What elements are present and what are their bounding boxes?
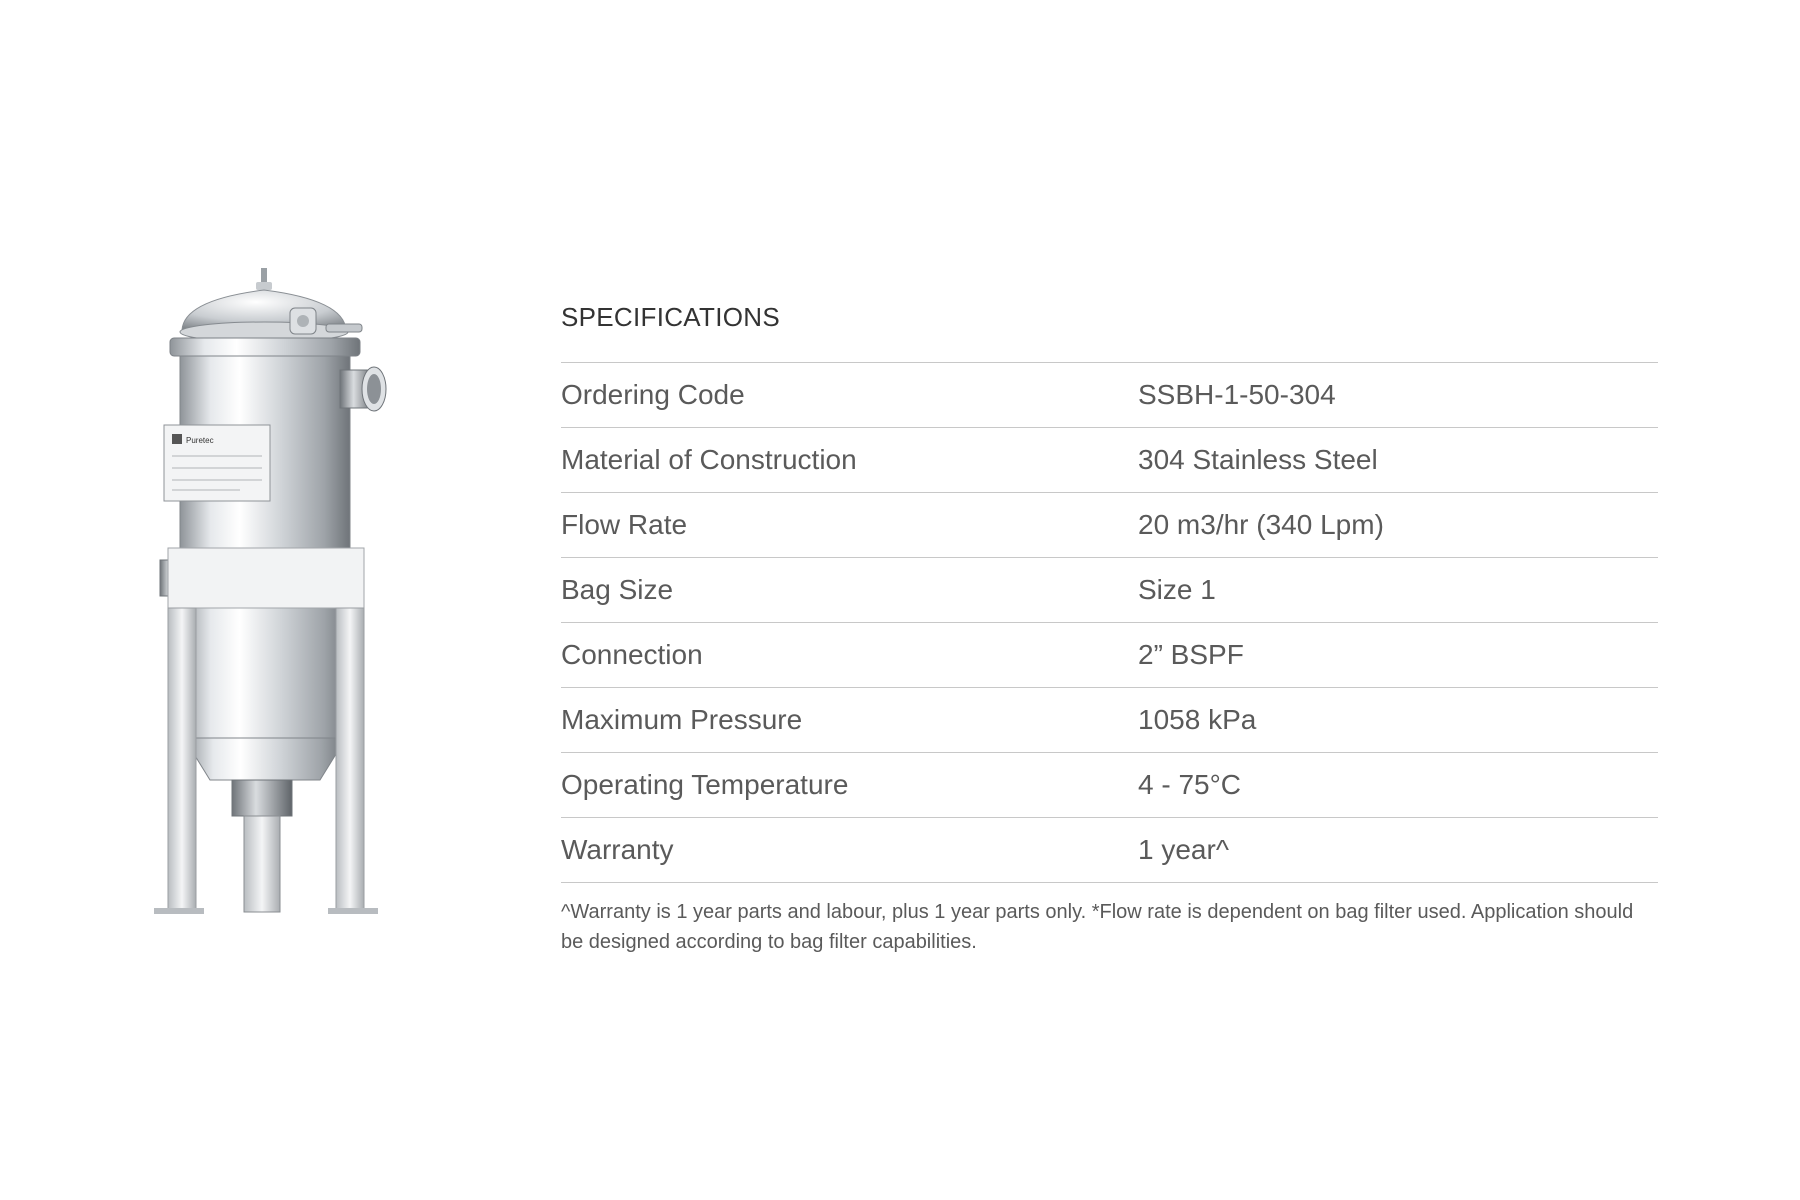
spec-label: Bag Size [561,574,674,605]
spec-row-maximum-pressure [561,688,1658,753]
spec-row-warranty [561,818,1658,883]
spec-label: Material of Construction [561,444,857,475]
product-image [140,260,400,920]
spec-label: Warranty [561,834,674,865]
bag-filter-housing-illustration [140,260,400,920]
spec-label: Flow Rate [561,509,688,540]
spec-label: Maximum Pressure [561,704,803,735]
specifications-section [561,302,1658,977]
spec-row-connection [561,623,1658,688]
spec-label: Connection [561,639,703,670]
spec-label: Ordering Code [561,379,745,410]
spec-value: Size 1 [1138,574,1216,605]
spec-value: 2” BSPF [1138,639,1244,670]
nameplate-brand: Puretec [186,436,214,445]
warranty-footnote: ^Warranty is 1 year parts and labour, plus 1 year parts only. *Flow rate is dependent on bag filter used. Application should be designed according to bag filter capabilities. [561,901,1634,953]
spec-value: 304 Stainless Steel [1138,444,1378,475]
specifications-table [561,362,1658,883]
specifications-title: SPECIFICATIONS [561,302,780,332]
spec-value: 1 year^ [1138,834,1229,865]
spec-row-material [561,428,1658,493]
spec-value: SSBH-1-50-304 [1138,379,1336,410]
spec-label: Operating Temperature [561,769,849,800]
spec-value: 20 m3/hr (340 Lpm) [1138,509,1384,540]
spec-row-operating-temperature [561,753,1658,818]
spec-row-flow-rate [561,493,1658,558]
spec-row-ordering-code [561,363,1658,428]
spec-value: 1058 kPa [1138,704,1257,735]
spec-row-bag-size [561,558,1658,623]
spec-value: 4 - 75°C [1138,769,1242,800]
